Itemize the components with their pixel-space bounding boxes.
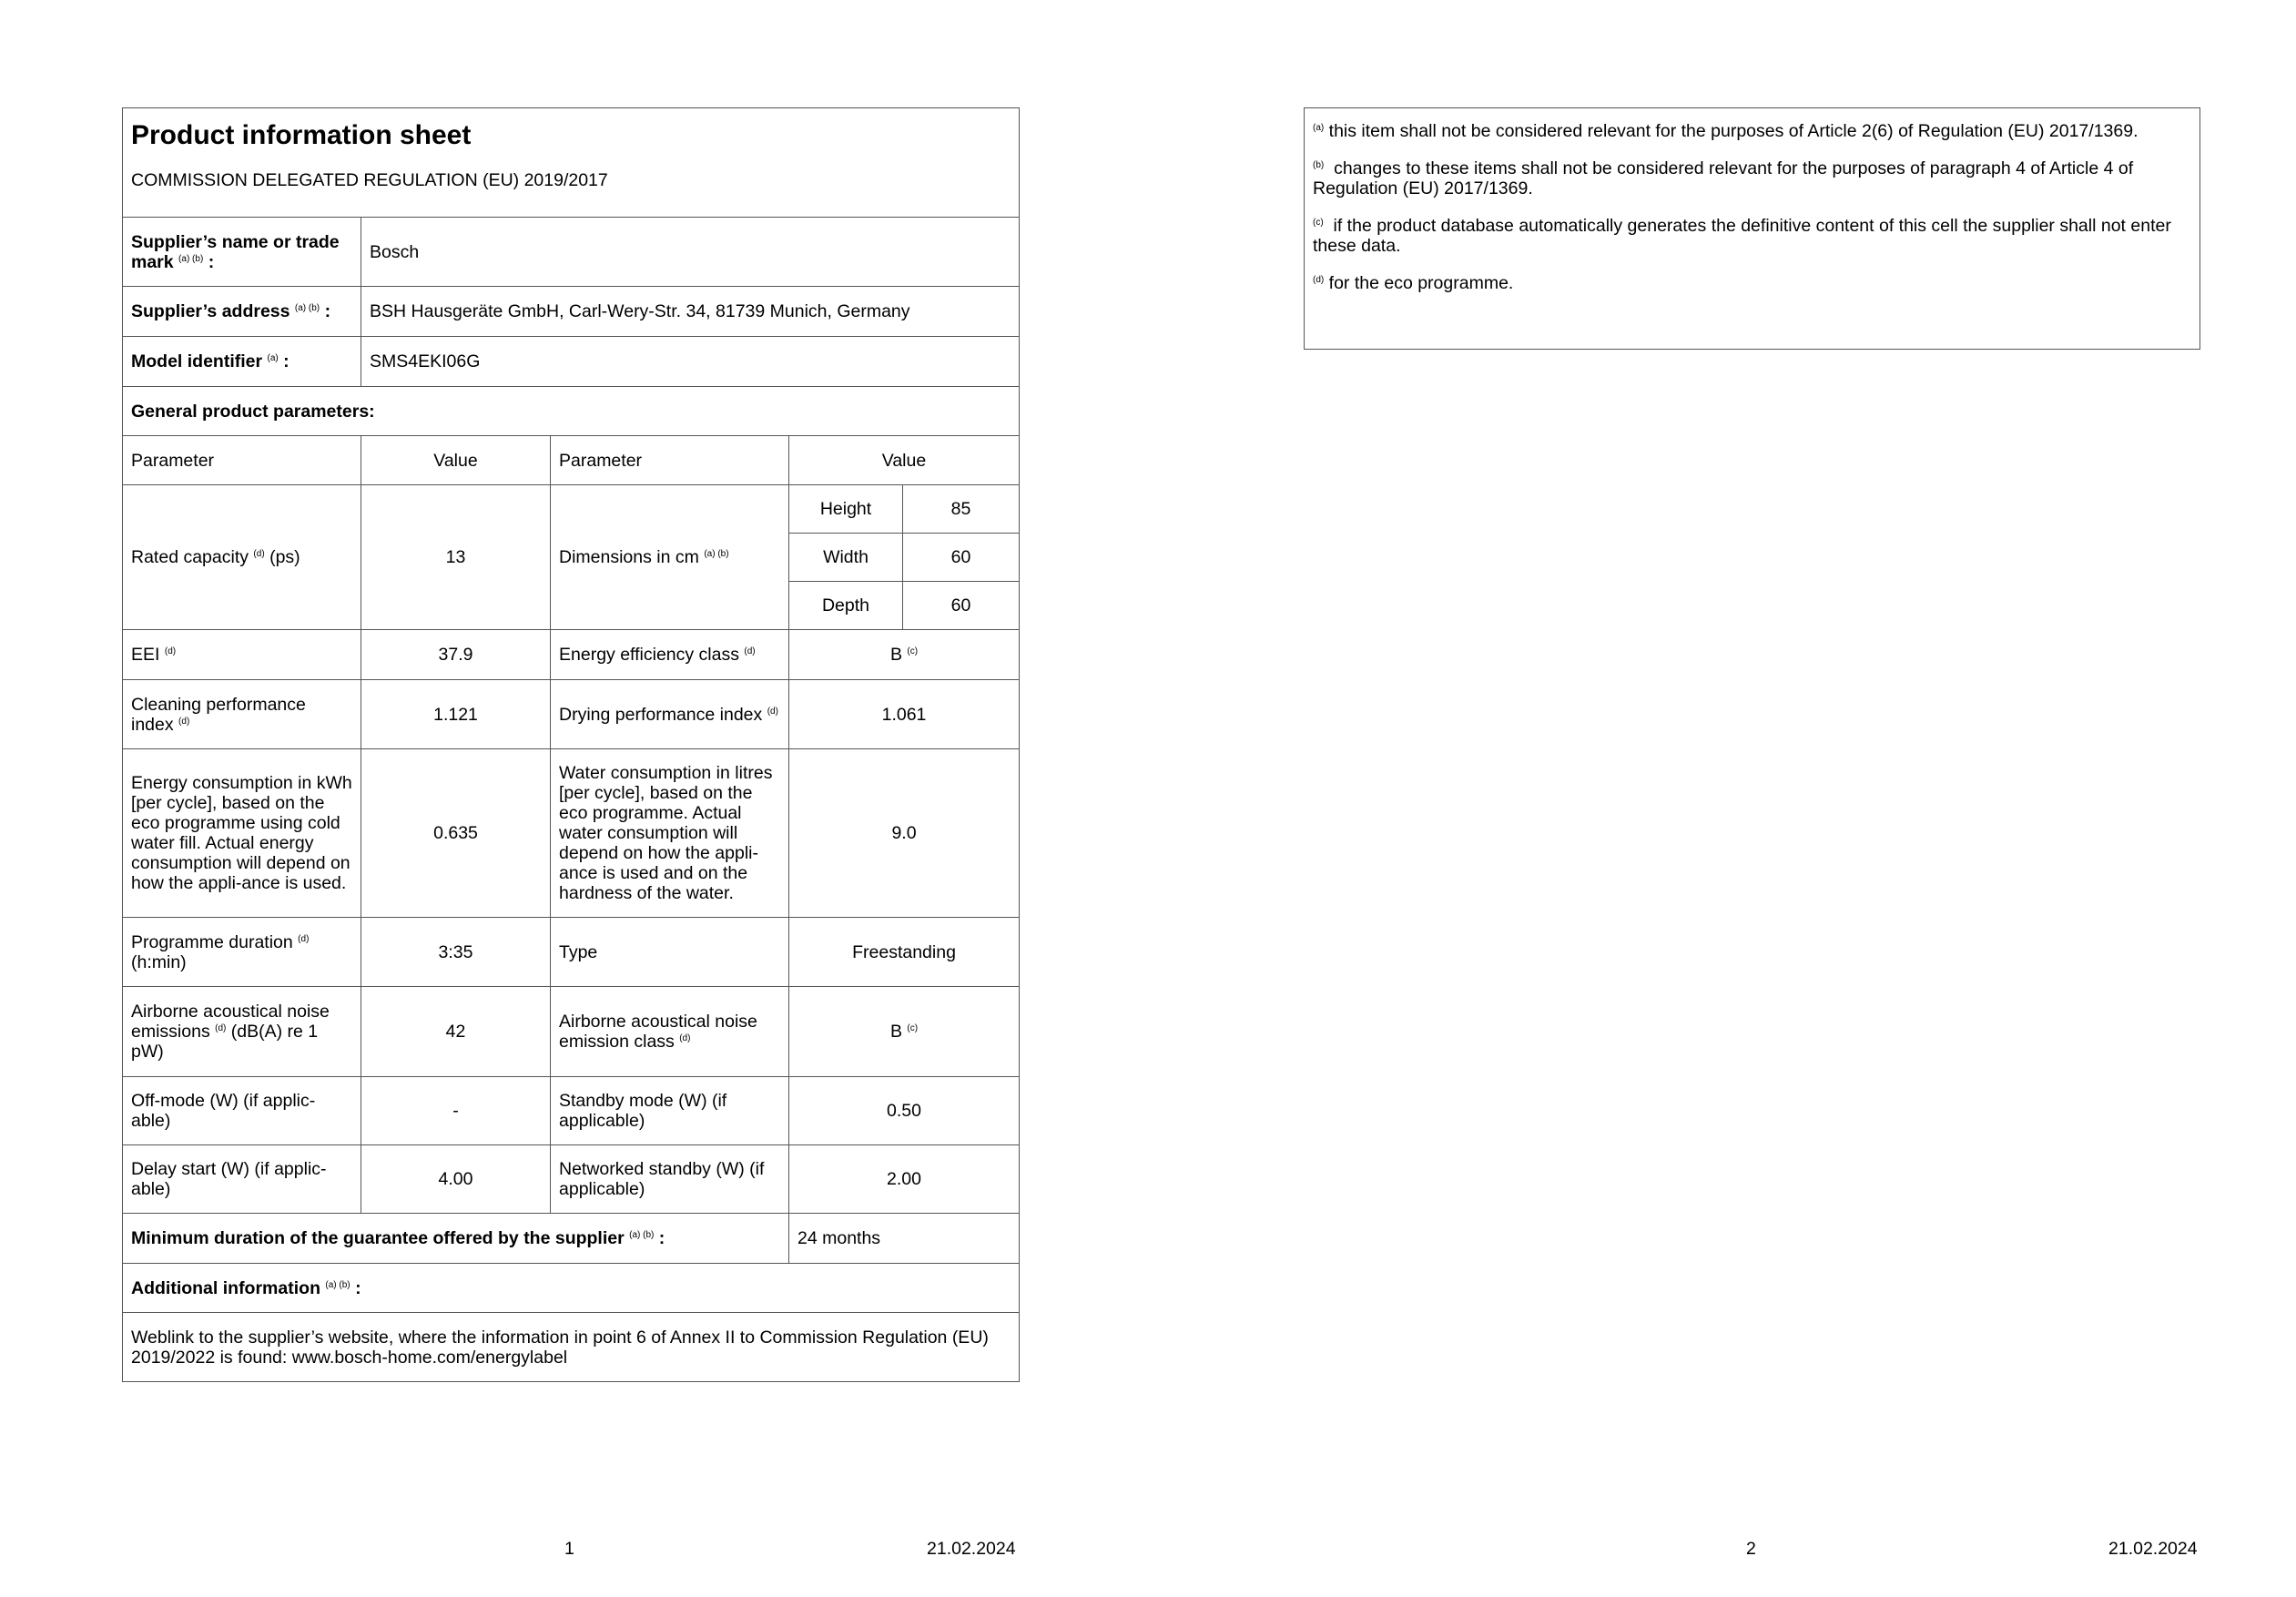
off-mode-value: - — [361, 1077, 551, 1145]
footnote-mark: (d) — [744, 646, 756, 656]
model-value: SMS4EKI06G — [361, 337, 1020, 387]
width-value: 60 — [903, 534, 1020, 582]
supplier-address-value: BSH Hausgeräte GmbH, Carl-Wery-Str. 34, 81739 Munich, Germany — [361, 287, 1020, 337]
model-row — [123, 337, 1020, 387]
delay-start-value: 4.00 — [361, 1145, 551, 1214]
footnote-mark: (d) — [767, 706, 778, 717]
footnote-text: this item shall not be considered relevant for the purposes of Article 2(6) of Regulation (EU) 2017/1369. — [1328, 121, 2139, 141]
water-consumption-label: Water consumption in litres [per cycle], based on the eco programme. Actual water consumption will depend on how the appli-ance is used and on the hardness of the water. — [551, 749, 789, 918]
colon: : — [658, 1228, 665, 1248]
column-header-row — [123, 436, 1020, 485]
footnote-mark: (d) — [178, 716, 190, 727]
rated-capacity-label: Rated capacity — [131, 547, 249, 567]
noise-label: Airborne acoustical noise emissions — [131, 1002, 330, 1042]
col-value-header: Value — [789, 436, 1020, 485]
footnote-mark: (a) (b) — [704, 549, 729, 559]
footnote-mark: (d) — [298, 933, 310, 944]
footnote-c — [1313, 216, 2191, 256]
supplier-name-label: Supplier’s name or trade mark — [131, 231, 340, 272]
eei-value: 37.9 — [361, 630, 551, 680]
eei-label: EEI — [131, 645, 160, 665]
product-table — [122, 107, 1020, 1382]
drying-label: Drying performance index — [559, 704, 763, 725]
footnote-mark: (a) (b) — [629, 1230, 655, 1240]
rated-capacity-value: 13 — [361, 485, 551, 630]
rated-capacity-unit: (ps) — [269, 547, 300, 567]
supplier-address-label: Supplier’s address — [131, 301, 290, 321]
page-number-1: 1 — [564, 1539, 574, 1559]
footnote-mark: (b) — [1313, 160, 1325, 170]
type-value: Freestanding — [789, 918, 1020, 987]
header-row — [123, 108, 1020, 218]
footnote-mark: (a) (b) — [294, 303, 320, 313]
programme-duration-label: Programme duration — [131, 931, 293, 952]
footnote-mark: (d) — [1313, 275, 1325, 285]
type-label: Type — [551, 918, 789, 987]
standby-label: Standby mode (W) (if applicable) — [551, 1077, 789, 1145]
page-date-2: 21.02.2024 — [2108, 1539, 2198, 1559]
noise-class-value: B — [889, 1022, 902, 1042]
cleaning-value: 1.121 — [361, 680, 551, 749]
eec-label: Energy efficiency class — [559, 645, 739, 665]
table-row — [123, 1077, 1020, 1145]
programme-duration-value: 3:35 — [361, 918, 551, 987]
depth-label: Depth — [789, 582, 903, 630]
additional-info-label: Additional information — [131, 1277, 320, 1298]
weblink-text: Weblink to the supplier’s website, where the information in point 6 of Annex II to Commission Regulation (EU) 2019/2022 is found: www.bosch-home.com/energylabel — [123, 1313, 1020, 1382]
colon: : — [324, 301, 331, 321]
water-consumption-value: 9.0 — [789, 749, 1020, 918]
footnote-text: changes to these items shall not be considered relevant for the purposes of paragraph 4 of Article 4 of Regulation (EU) 2017/1369. — [1313, 158, 2134, 198]
page-number-2: 2 — [1746, 1539, 1756, 1559]
supplier-name-row — [123, 218, 1020, 287]
footnote-mark: (a) — [1313, 123, 1325, 133]
table-row — [123, 918, 1020, 987]
supplier-address-row — [123, 287, 1020, 337]
general-params-row — [123, 387, 1020, 436]
colon: : — [208, 251, 215, 272]
guarantee-label: Minimum duration of the guarantee offered by the supplier — [131, 1228, 625, 1248]
regulation-text: COMMISSION DELEGATED REGULATION (EU) 2019/2017 — [131, 170, 608, 190]
model-label: Model identifier — [131, 351, 263, 371]
footnote-d — [1313, 273, 2191, 293]
table-row — [123, 485, 1020, 534]
cleaning-label: Cleaning performance index — [131, 694, 306, 735]
energy-consumption-label: Energy consumption in kWh [per cycle], based on the eco programme using cold water fill. Actual energy consumption will depend on how the appli-ance is used. — [123, 749, 361, 918]
footnote-mark: (c) — [1313, 218, 1324, 228]
footnote-mark: (d) — [164, 646, 177, 656]
footnote-mark: (c) — [907, 1023, 919, 1033]
supplier-name-value: Bosch — [361, 218, 1020, 287]
dimensions-label: Dimensions in cm — [559, 547, 699, 567]
off-mode-label: Off-mode (W) (if applic-able) — [123, 1077, 361, 1145]
depth-value: 60 — [903, 582, 1020, 630]
footnote-b — [1313, 158, 2191, 198]
colon: : — [355, 1277, 361, 1298]
programme-duration-unit: (h:min) — [131, 951, 187, 972]
noise-class-label: Airborne acoustical noise emission class — [559, 1012, 757, 1052]
width-label: Width — [789, 534, 903, 582]
noise-unit: (dB(A) re 1 pW) — [131, 1022, 319, 1062]
additional-info-row — [123, 1264, 1020, 1313]
page-date-1: 21.02.2024 — [927, 1539, 1016, 1559]
footnote-mark: (c) — [907, 646, 919, 656]
col-parameter-header: Parameter — [123, 436, 361, 485]
footnote-mark: (d) — [253, 549, 265, 559]
general-params-heading: General product parameters: — [131, 401, 375, 422]
table-row — [123, 749, 1020, 918]
guarantee-row — [123, 1214, 1020, 1264]
networked-standby-value: 2.00 — [789, 1145, 1020, 1214]
table-row — [123, 630, 1020, 680]
footnote-a — [1313, 121, 2191, 141]
page-title: Product information sheet — [131, 120, 472, 150]
guarantee-value: 24 months — [789, 1214, 1020, 1264]
delay-start-label: Delay start (W) (if applic-able) — [123, 1145, 361, 1214]
colon: : — [283, 351, 290, 371]
table-row — [123, 680, 1020, 749]
drying-value: 1.061 — [789, 680, 1020, 749]
energy-consumption-value: 0.635 — [361, 749, 551, 918]
height-value: 85 — [903, 485, 1020, 534]
height-label: Height — [789, 485, 903, 534]
footnote-mark: (d) — [215, 1023, 227, 1033]
weblink-row — [123, 1313, 1020, 1382]
footnotes-box — [1304, 107, 2200, 350]
footnote-text: for the eco programme. — [1328, 273, 1514, 293]
footnote-mark: (a) (b) — [178, 253, 204, 264]
standby-value: 0.50 — [789, 1077, 1020, 1145]
footnote-mark: (a) — [267, 353, 279, 363]
eec-value: B — [889, 645, 902, 665]
footnote-text: if the product database automatically generates the definitive content of this cell the supplier shall not enter these data. — [1313, 216, 2171, 256]
table-row — [123, 987, 1020, 1077]
table-row — [123, 1145, 1020, 1214]
col-value-header: Value — [361, 436, 551, 485]
col-parameter-header: Parameter — [551, 436, 789, 485]
footnote-mark: (d) — [679, 1033, 691, 1043]
footnote-mark: (a) (b) — [325, 1279, 350, 1290]
networked-standby-label: Networked standby (W) (if applicable) — [551, 1145, 789, 1214]
product-information-sheet — [122, 107, 1019, 1382]
noise-value: 42 — [361, 987, 551, 1077]
